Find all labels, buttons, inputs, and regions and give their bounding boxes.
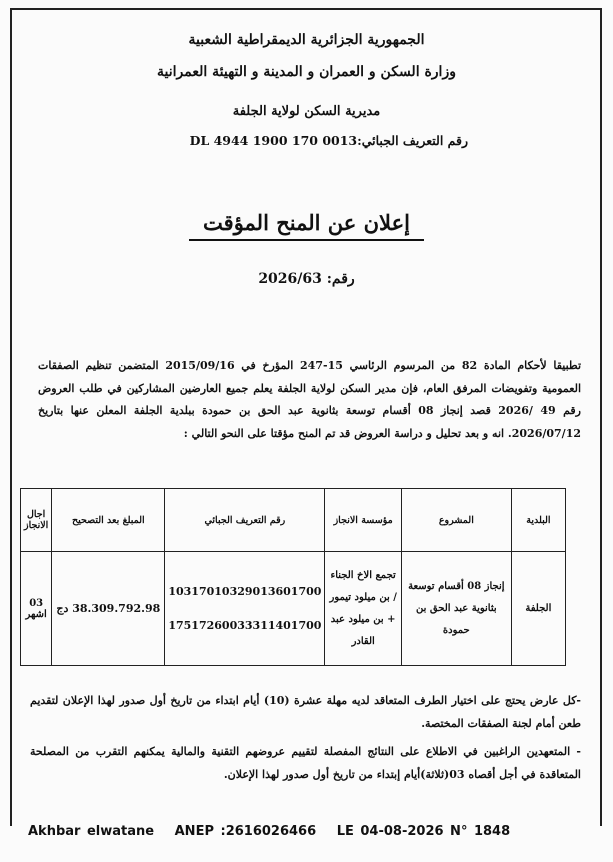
announcement-title: إعلان عن المنح المؤقت [189,210,424,241]
cell-duration: 03 اشهر [21,552,52,666]
body-text: تطبيقا لأحكام المادة 82 من المرسوم الرئاسي 15-247 المؤرخ في 2015/09/16 المتضمن تنظيم الصفقات العمومية وتفويضات المرفق العام، فإن مدير السكن لولاية الجلفة يعلم جميع العارضين المشاركين في طلب العروض رقم 49 /2026 قصد إنجاز 08 أقسام توسعة بثانوية عبد الحق بن حمودة ببلدية الجلفة المعلن عنها بتاريخ 2026/07/12. انه و بعد تحليل و دراسة العروض قد تم المنح مؤقتا على النحو التالي : [38,359,582,440]
cell-municipality: الجلفة [511,552,565,666]
footer-anep: ANEP :2616026466 [174,824,317,839]
tax-id-2: 17517260033311401700 [168,618,322,632]
table-row [21,552,566,666]
note-results: - المتعهدين الراغبين في الاطلاع على النتائج المفصلة لتقييم عروضهم التقنية والمالية يمكنهم التقرب من المصلحة المتعاقدة في أجل أقصاه 03(ثلاثة)أيام إبتداء من تاريخ أول صدور لهذا الإعلان. [30,745,581,781]
note-appeal: -كل عارض يحتج على اختيار الطرف المتعاقد لديه مهلة عشرة (10) أيام ابتداء من تاريخ أول صدور لهذا الإعلان لتقديم طعن أمام لجنة الصفقات المختصة. [30,694,582,730]
footer-publication: Akhbar elwatane [28,824,155,839]
directorate-header: مديرية السكن لولاية الجلفة [232,104,381,119]
col-company: مؤسسة الانجاز [325,489,402,552]
table-header-row [21,489,566,552]
col-project: المشروع [401,489,511,552]
footer-edition: LE 04-08-2026 N° 1848 [336,824,511,839]
publication-footer [28,824,585,839]
ministry-header: وزارة السكن و العمران و المدينة و التهيئة العمرانية [157,64,456,80]
cell-company: تجمع الاخ الجناء / بن ميلود تيمور + بن ميلود عبد القادر [325,552,402,666]
award-table [20,488,566,666]
col-amount: المبلغ بعد التصحيح [52,489,165,552]
announcement-title-wrap [0,210,613,241]
tax-id-line: رقم التعريف الجبائي:DL 4944 1900 170 0013 [189,133,468,148]
notes-section [30,690,581,792]
col-tax-id: رقم التعريف الجبائي [165,489,325,552]
republic-header: الجمهورية الجزائرية الديمقراطية الشعبية [188,32,425,48]
cell-tax-ids [165,552,325,666]
cell-amount: 38.309.792.98 دج [52,552,165,666]
reference-number: رقم: 2026/63 [258,271,355,287]
tax-id-1: 10317010329013601700 [168,584,322,598]
cell-project: إنجاز 08 أقسام توسعة بثانوية عبد الحق بن حمودة [401,552,511,666]
col-duration: اجال الانجاز [21,489,52,552]
col-municipality: البلدية [511,489,565,552]
